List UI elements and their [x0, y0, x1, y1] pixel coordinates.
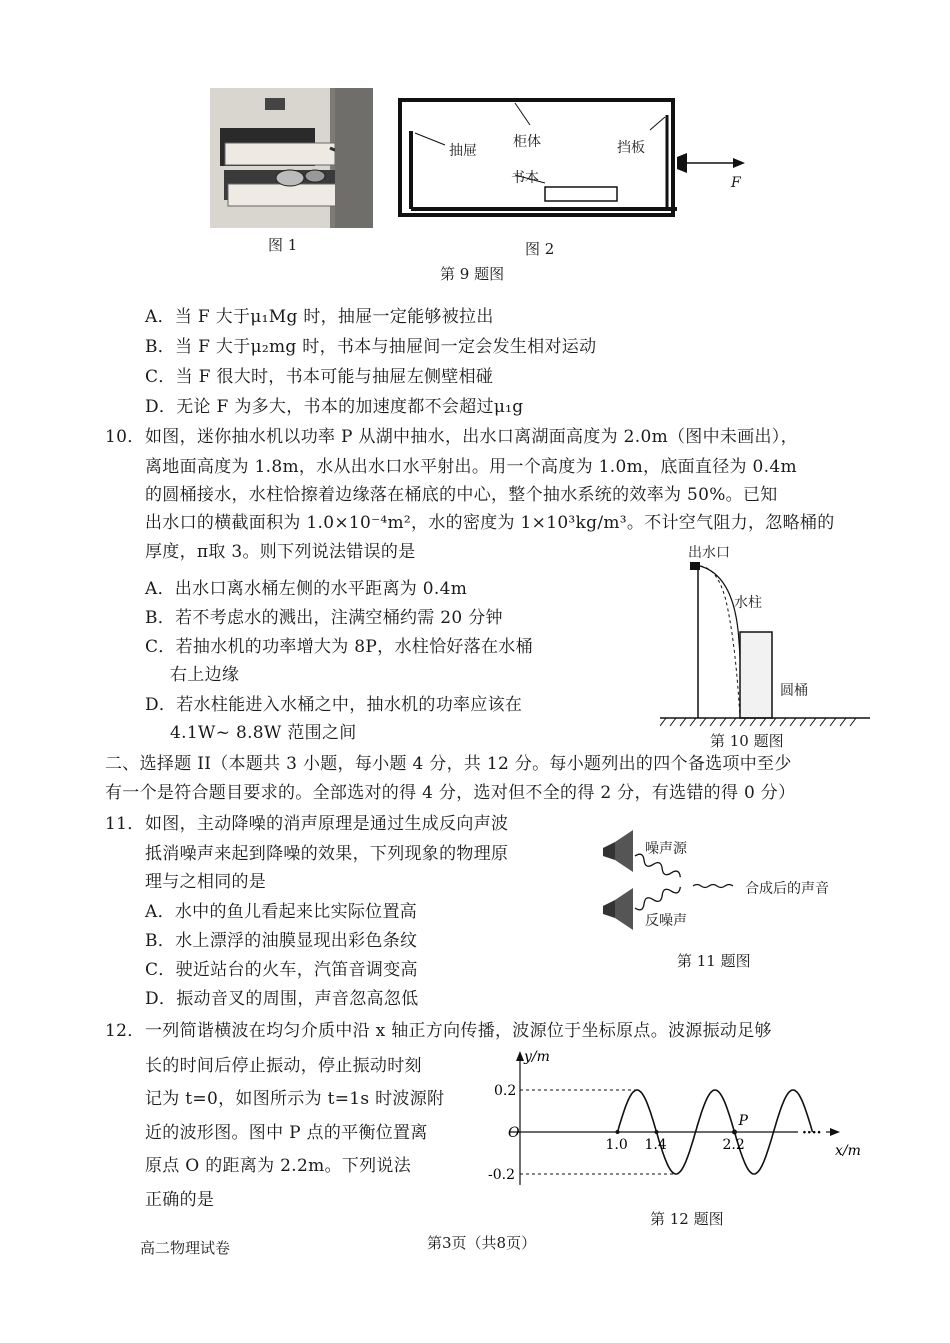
q9-option-c: C．当 F 很大时，书本可能与抽屉左侧壁相碰	[145, 367, 494, 387]
point-p-label: P	[738, 1113, 748, 1129]
water-column-label: 水柱	[734, 595, 762, 611]
x-axis-label: x/m	[835, 1143, 861, 1159]
tick-mark-1-0	[616, 1130, 620, 1134]
bucket-label: 圆桶	[780, 683, 808, 699]
q10-figure	[660, 540, 870, 755]
anti-noise-label: 反噪声	[645, 913, 687, 929]
q12-figure-title: 第 12 题图	[650, 1210, 724, 1228]
fig2-caption: 图 2	[525, 240, 555, 258]
anti-noise-speaker-icon	[603, 888, 633, 930]
q11-number: 11．	[105, 814, 145, 834]
q11-figure	[595, 828, 855, 978]
q11-option-b: B．水上漂浮的油膜显现出彩色条纹	[145, 931, 418, 951]
y-axis-label: y/m	[524, 1049, 550, 1065]
q10-figure-title: 第 10 题图	[710, 732, 784, 750]
y-tick-label: 0.2	[494, 1083, 517, 1099]
section2-heading: 二、选择题 II（本题共 3 小题，每小题 4 分，共 12 分。每小题列出的四个备选项中至少	[105, 754, 792, 774]
q10-option-d-cont: 4.1W~ 8.8W 范围之间	[170, 723, 357, 743]
fig1-caption: 图 1	[268, 236, 298, 254]
outlet-label: 出水口	[688, 545, 730, 561]
q10-stem-line: 离地面高度为 1.8m，水从出水口水平射出。用一个高度为 1.0m，底面直径为 0.4m	[145, 457, 797, 477]
q9-option-a: A．当 F 大于μ₁Mg 时，抽屉一定能够被拉出	[145, 307, 494, 327]
q10-number: 10．	[105, 427, 145, 447]
q10-option-b: B．若不考虑水的溅出，注满空桶约需 20 分钟	[145, 608, 503, 628]
cabinet-label: 柜体	[513, 134, 541, 150]
q12-stem-line: 近的波形图。图中 P 点的平衡位置离	[145, 1123, 428, 1143]
drawer-label: 抽屉	[449, 143, 477, 159]
q12-wave-chart	[480, 1045, 880, 1195]
q10-option-d: D．若水柱能进入水桶之中，抽水机的功率应该在	[145, 695, 523, 715]
continuation-dots: ····	[802, 1125, 822, 1141]
x-tick-label: 1.0	[605, 1137, 628, 1153]
tick-mark-1-4	[655, 1130, 659, 1134]
book-label: 书本	[511, 170, 539, 186]
q9-option-d: D．无论 F 为多大，书本的加速度都不会超过μ₁g	[145, 397, 524, 417]
q10-stem-line: 的圆桶接水，水柱恰擦着边缘落在桶底的中心，整个抽水系统的效率为 50%。已知	[145, 485, 778, 505]
point-p-marker	[732, 1130, 737, 1135]
origin-label: O	[508, 1125, 520, 1141]
q12-stem-line: 一列简谐横波在均匀介质中沿 x 轴正方向传播，波源位于坐标原点。波源振动足够	[145, 1021, 772, 1041]
q11-figure-title: 第 11 题图	[677, 952, 751, 970]
x-tick-label: 2.2	[722, 1137, 745, 1153]
q10-stem-line: 如图，迷你抽水机以功率 P 从湖中抽水，出水口离湖面高度为 2.0m（图中未画出），	[145, 427, 798, 447]
force-label: F	[731, 175, 741, 191]
q11-stem-line: 如图，主动降噪的消声原理是通过生成反向声波	[145, 814, 509, 834]
y-tick-label: -0.2	[488, 1167, 515, 1183]
q11-stem-line: 理与之相同的是	[145, 872, 267, 892]
noise-speaker-icon	[603, 830, 633, 872]
q11-option-c: C．驶近站台的火车，汽笛音调变高	[145, 960, 418, 980]
combined-sound-label: 合成后的声音	[745, 881, 829, 897]
noise-source-label: 噪声源	[645, 841, 687, 857]
q12-stem-line: 原点 O 的距离为 2.2m。下列说法	[145, 1156, 412, 1176]
q12-stem-line: 正确的是	[145, 1190, 215, 1210]
q12-stem-line: 长的时间后停止振动，停止振动时刻	[145, 1056, 422, 1076]
q12-number: 12．	[105, 1021, 145, 1041]
fig2-diagram	[395, 95, 755, 225]
q10-option-c-cont: 右上边缘	[170, 665, 240, 685]
q9-option-b: B．当 F 大于μ₂mg 时，书本与抽屉间一定会发生相对运动	[145, 337, 597, 357]
x-tick-label: 1.4	[644, 1137, 667, 1153]
section2-heading-cont: 有一个是符合题目要求的。全部选对的得 4 分，选对但不全的得 2 分，有选错的得 0 分）	[105, 783, 796, 803]
q11-stem-line: 抵消噪声来起到降噪的效果，下列现象的物理原	[145, 844, 509, 864]
footer-exam-name: 高二物理试卷	[140, 1239, 231, 1257]
q10-option-a: A．出水口离水桶左侧的水平距离为 0.4m	[145, 579, 468, 599]
q12-stem-line: 记为 t=0，如图所示为 t=1s 时波源附	[145, 1089, 445, 1109]
q10-stem-line: 出水口的横截面积为 1.0×10⁻⁴m²，水的密度为 1×10³kg/m³。不计空气阻力，忽略桶的	[145, 513, 835, 533]
drawer-photo	[210, 88, 373, 228]
q10-option-c: C．若抽水机的功率增大为 8P，水柱恰好落在水桶	[145, 637, 533, 657]
q10-stem-line: 厚度，π取 3。则下列说法错误的是	[145, 542, 416, 562]
q11-option-a: A．水中的鱼儿看起来比实际位置高	[145, 902, 418, 922]
q9-figure-title: 第 9 题图	[440, 265, 505, 283]
footer-page-number: 第3页（共8页）	[427, 1234, 537, 1252]
q11-option-d: D．振动音叉的周围，声音忽高忽低	[145, 989, 419, 1009]
baffle-label: 挡板	[617, 140, 645, 156]
